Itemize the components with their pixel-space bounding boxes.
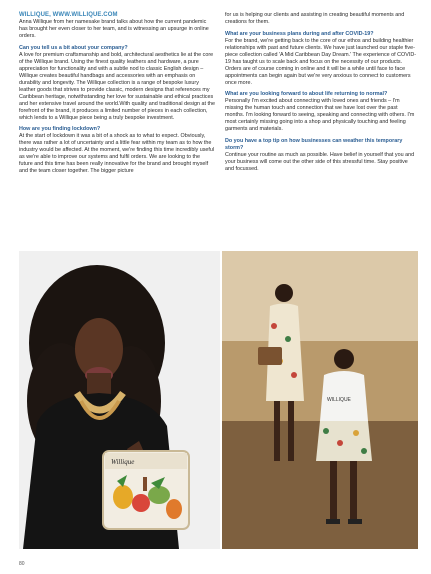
brand-header: WILLIQUE, WWW.WILLIQUE.COM bbox=[19, 12, 118, 18]
portrait-illustration bbox=[19, 251, 220, 549]
bag-logo-text: Willique bbox=[111, 458, 135, 466]
qa-lockdown bbox=[19, 126, 215, 175]
answer-business-plans: For the brand, we're getting back to the core of our ethos and building healthier relationships with past and future clients. We have just launched our staple five-piece collection called 'A Mid Caribbean Day Dream.' The experience of COVID-19 has taught us to scale back and focus on the necessity of our products. Orders are of course coming in online and it will be a while until face to face appointments can begin again but we're very anxious to connect to customers once more. bbox=[225, 37, 417, 86]
qa-business-plans bbox=[225, 31, 417, 87]
qa-company bbox=[19, 45, 215, 122]
shirt-logo-text: WILLIQUE bbox=[327, 397, 351, 403]
two-women-illustration bbox=[222, 251, 418, 549]
photo-two-women bbox=[222, 251, 418, 549]
question-business-plans: What are your business plans during and after COVID-19? bbox=[225, 30, 374, 37]
photo-portrait-handbag bbox=[19, 251, 220, 549]
answer-company: A love for premium craftsmanship and bold, architectural aesthetics lie at the core of the Willique brand. Using the finest quality leathers and hardware, a pure appreciation for functionality and with a subtle nod to classic English design – Willique creates beautiful handbags and accessories with an emphasis on durability and longevity. The Willique collection is a range of bespoke luxury leather goods that strives to provide classic, modern designs that references my Caribbean heritage, notwithstanding her love for sustainable and ethical practices and her extensive travel around the world.With quality and traditional design at the forefront of the brand, it produces a limited number of pieces in each collection, which lends to a Willique piece being a truly bespoke investment. bbox=[19, 51, 215, 121]
feature-photo bbox=[19, 251, 418, 549]
question-looking-forward: What are you looking forward to about life returning to normal? bbox=[225, 91, 388, 97]
continued-paragraph: for us is helping our clients and assisting in creating beautiful moments and creations for them. bbox=[225, 12, 405, 25]
answer-lockdown: At the start of lockdown it was a bit of a shock as to what to expect. Obviously, there was rather a lot of uncertainty and a little fear within my team as to how the industry would be affected. At the moment, we're finding this time incredibly useful as we're able to improve our systems and fulfil orders. We are looking to the future and this time has been really innovative for the brand and brought myself and the team closer together. The bigger picture bbox=[19, 133, 215, 174]
question-company: Can you tell us a bit about your company? bbox=[19, 44, 128, 51]
qa-top-tip bbox=[225, 138, 417, 173]
question-top-tip: Do you have a top tip on how businesses can weather this temporary storm? bbox=[225, 137, 403, 151]
qa-looking-forward bbox=[225, 91, 417, 133]
answer-top-tip: Continue your routine as much as possible. Have belief in yourself that you and your business will come out the other side of this stressful time. Stay positive and focussed. bbox=[225, 151, 415, 172]
answer-looking-forward: Personally I'm excited about connecting with loved ones and friends – I'm missing the human touch and connection that we have lost over the past months. I'm looking forward to seeing, speaking and connecting with others. I'm most certainly missing going into a shop and physically touching and feeling garments and materials. bbox=[225, 98, 415, 132]
page-number: 80 bbox=[19, 561, 25, 567]
left-text-column bbox=[19, 12, 215, 180]
intro-paragraph: Anna Willique from her namesake brand talks about how the current pandemic has brought her even closer to her team, and is witnessing an upsurge in online orders. bbox=[19, 19, 209, 39]
question-lockdown: How are you finding lockdown? bbox=[19, 126, 101, 132]
right-text-column bbox=[225, 12, 417, 177]
